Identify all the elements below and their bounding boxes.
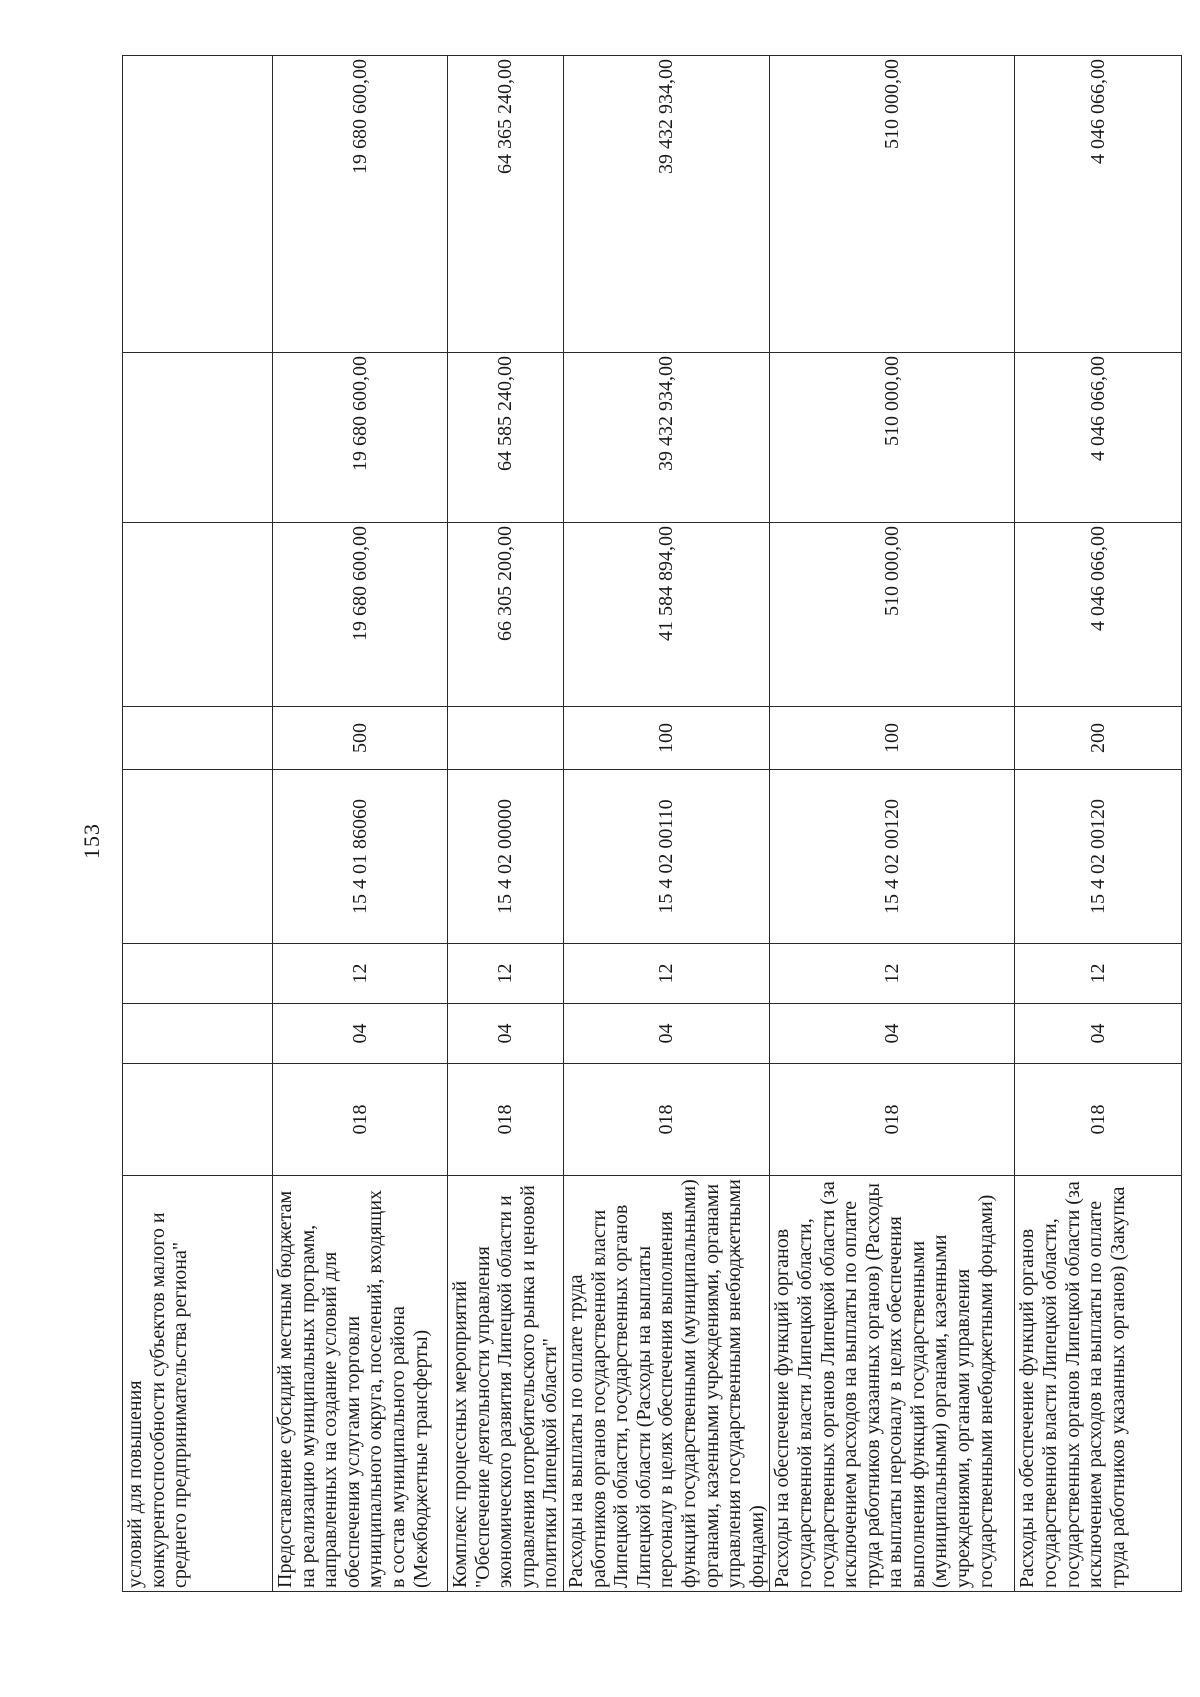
- description-text: Комплекс процессных мероприятий "Обеспечение деятельности управления экономического развития Липецкой области и управления потребительского рынка и ценовой политики Липецкой области": [449, 1185, 562, 1588]
- amount-year-2-cell: [448, 353, 564, 523]
- amount-year-1-text: 510 000,00: [881, 526, 904, 616]
- grbs-code-cell: [273, 1064, 448, 1176]
- grbs-code-cell: [563, 1064, 769, 1176]
- budget-table: [122, 55, 1182, 1592]
- amount-year-1-text: 66 305 200,00: [494, 526, 517, 641]
- section-code-cell: [770, 1004, 1015, 1064]
- amount-year-2-text: 510 000,00: [881, 356, 904, 446]
- subsection-code-cell: [1015, 944, 1182, 1004]
- amount-year-3-cell: [1015, 56, 1182, 353]
- amount-year-1-cell: [770, 523, 1015, 707]
- amount-year-2-text: 64 585 240,00: [494, 356, 517, 471]
- description-text: Расходы на обеспечение функций органов государственной власти Липецкой области, государственных органов Липецкой области (за исключением расходов на выплаты по оплате труда работников указанных органов) (Закупка: [1016, 1181, 1129, 1588]
- expense-type-cell: [448, 707, 564, 770]
- expense-type-cell: [563, 707, 769, 770]
- grbs-code-text: 018: [494, 1104, 517, 1135]
- amount-year-2-cell: [1015, 353, 1182, 523]
- section-code-cell: [1015, 1004, 1182, 1064]
- grbs-code-text: 018: [348, 1104, 371, 1135]
- target-article-cell: [123, 770, 273, 944]
- subsection-code-cell: [123, 944, 273, 1004]
- amount-year-3-cell: [273, 56, 448, 353]
- target-article-text: 15 4 02 00110: [655, 799, 678, 914]
- expense-type-text: 200: [1087, 723, 1110, 753]
- table-row: [273, 56, 448, 1592]
- subsection-code-cell: [770, 944, 1015, 1004]
- amount-year-1-text: 41 584 894,00: [655, 526, 678, 641]
- amount-year-2-text: 39 432 934,00: [655, 356, 678, 471]
- table-row: [770, 56, 1015, 1592]
- expense-type-text: 100: [881, 723, 904, 753]
- amount-year-2-cell: [563, 353, 769, 523]
- page-number: 153: [79, 823, 104, 859]
- amount-year-3-text: 64 365 240,00: [494, 59, 517, 174]
- description-cell: [1015, 1176, 1182, 1592]
- target-article-text: 15 4 02 00120: [1087, 799, 1110, 914]
- amount-year-1-cell: [123, 523, 273, 707]
- table-body: [123, 56, 1182, 1592]
- amount-year-2-cell: [770, 353, 1015, 523]
- section-code-cell: [123, 1004, 273, 1064]
- target-article-cell: [448, 770, 564, 944]
- subsection-code-text: 12: [348, 963, 371, 984]
- section-code-cell: [563, 1004, 769, 1064]
- table-row: [1015, 56, 1182, 1592]
- description-text: условий для повышения конкурентоспособности субъектов малого и среднего предпринимательства региона": [124, 1212, 192, 1588]
- table-row: [448, 56, 564, 1592]
- amount-year-3-cell: [770, 56, 1015, 353]
- expense-type-cell: [1015, 707, 1182, 770]
- description-text: Предоставление субсидий местным бюджетам на реализацию муниципальных программ, направленных на создание условий для обеспечения услугами торговли муниципального округа, поселений, входящих в состав муниципального района (Межбюджетные трансферты): [274, 1189, 432, 1588]
- amount-year-2-cell: [123, 353, 273, 523]
- expense-type-cell: [273, 707, 448, 770]
- amount-year-1-cell: [1015, 523, 1182, 707]
- table-row: [563, 56, 769, 1592]
- amount-year-1-text: 19 680 600,00: [348, 526, 371, 641]
- subsection-code-cell: [448, 944, 564, 1004]
- subsection-code-cell: [273, 944, 448, 1004]
- grbs-code-text: 018: [881, 1104, 904, 1135]
- amount-year-1-cell: [563, 523, 769, 707]
- section-code-text: 04: [655, 1023, 678, 1044]
- rotated-table-container: [122, 56, 1152, 1592]
- target-article-cell: [563, 770, 769, 944]
- table-row: [123, 56, 273, 1592]
- amount-year-1-cell: [448, 523, 564, 707]
- target-article-text: 15 4 02 00120: [881, 799, 904, 914]
- target-article-cell: [1015, 770, 1182, 944]
- section-code-text: 04: [494, 1023, 517, 1044]
- grbs-code-cell: [1015, 1064, 1182, 1176]
- grbs-code-cell: [770, 1064, 1015, 1176]
- amount-year-3-text: 510 000,00: [881, 59, 904, 149]
- amount-year-3-text: 4 046 066,00: [1087, 59, 1110, 164]
- subsection-code-text: 12: [1087, 963, 1110, 984]
- grbs-code-cell: [123, 1064, 273, 1176]
- amount-year-2-text: 4 046 066,00: [1087, 356, 1110, 461]
- target-article-text: 15 4 02 00000: [494, 799, 517, 914]
- amount-year-1-text: 4 046 066,00: [1087, 526, 1110, 631]
- description-cell: [448, 1176, 564, 1592]
- section-code-text: 04: [881, 1023, 904, 1044]
- amount-year-3-cell: [123, 56, 273, 353]
- subsection-code-cell: [563, 944, 769, 1004]
- expense-type-text: 500: [348, 723, 371, 753]
- amount-year-2-text: 19 680 600,00: [348, 356, 371, 471]
- target-article-cell: [770, 770, 1015, 944]
- grbs-code-text: 018: [1087, 1104, 1110, 1135]
- grbs-code-cell: [448, 1064, 564, 1176]
- description-text: Расходы на обеспечение функций органов государственной власти Липецкой области, государственных органов Липецкой области (за исключением расходов на выплаты по оплате труда работников указанных органов) (Расходы на выплаты персоналу в целях обеспечения выполнения функций государственными (муниципальными) органами, казенными учреждениями, органами управления государственными внебюджетными фондами): [771, 1181, 997, 1588]
- subsection-code-text: 12: [494, 963, 517, 984]
- amount-year-1-cell: [273, 523, 448, 707]
- amount-year-3-cell: [448, 56, 564, 353]
- description-cell: [770, 1176, 1015, 1592]
- section-code-text: 04: [1087, 1023, 1110, 1044]
- expense-type-cell: [123, 707, 273, 770]
- subsection-code-text: 12: [881, 963, 904, 984]
- amount-year-3-text: 39 432 934,00: [655, 59, 678, 174]
- grbs-code-text: 018: [655, 1104, 678, 1135]
- target-article-cell: [273, 770, 448, 944]
- expense-type-text: 100: [655, 723, 678, 753]
- amount-year-3-cell: [563, 56, 769, 353]
- description-cell: [563, 1176, 769, 1592]
- section-code-cell: [273, 1004, 448, 1064]
- description-cell: [123, 1176, 273, 1592]
- target-article-text: 15 4 01 86060: [348, 799, 371, 914]
- expense-type-cell: [770, 707, 1015, 770]
- amount-year-2-cell: [273, 353, 448, 523]
- section-code-text: 04: [348, 1023, 371, 1044]
- section-code-cell: [448, 1004, 564, 1064]
- amount-year-3-text: 19 680 600,00: [348, 59, 371, 174]
- description-cell: [273, 1176, 448, 1592]
- subsection-code-text: 12: [655, 963, 678, 984]
- description-text: Расходы на выплаты по оплате труда работников органов государственной власти Липецкой области, государственных органов Липецкой области (Расходы на выплаты персоналу в целях обеспечения выполнения функций государственными (муниципальными) органами, казенными учреждениями, органами управления государственными внебюджетными фондами): [564, 1179, 768, 1588]
